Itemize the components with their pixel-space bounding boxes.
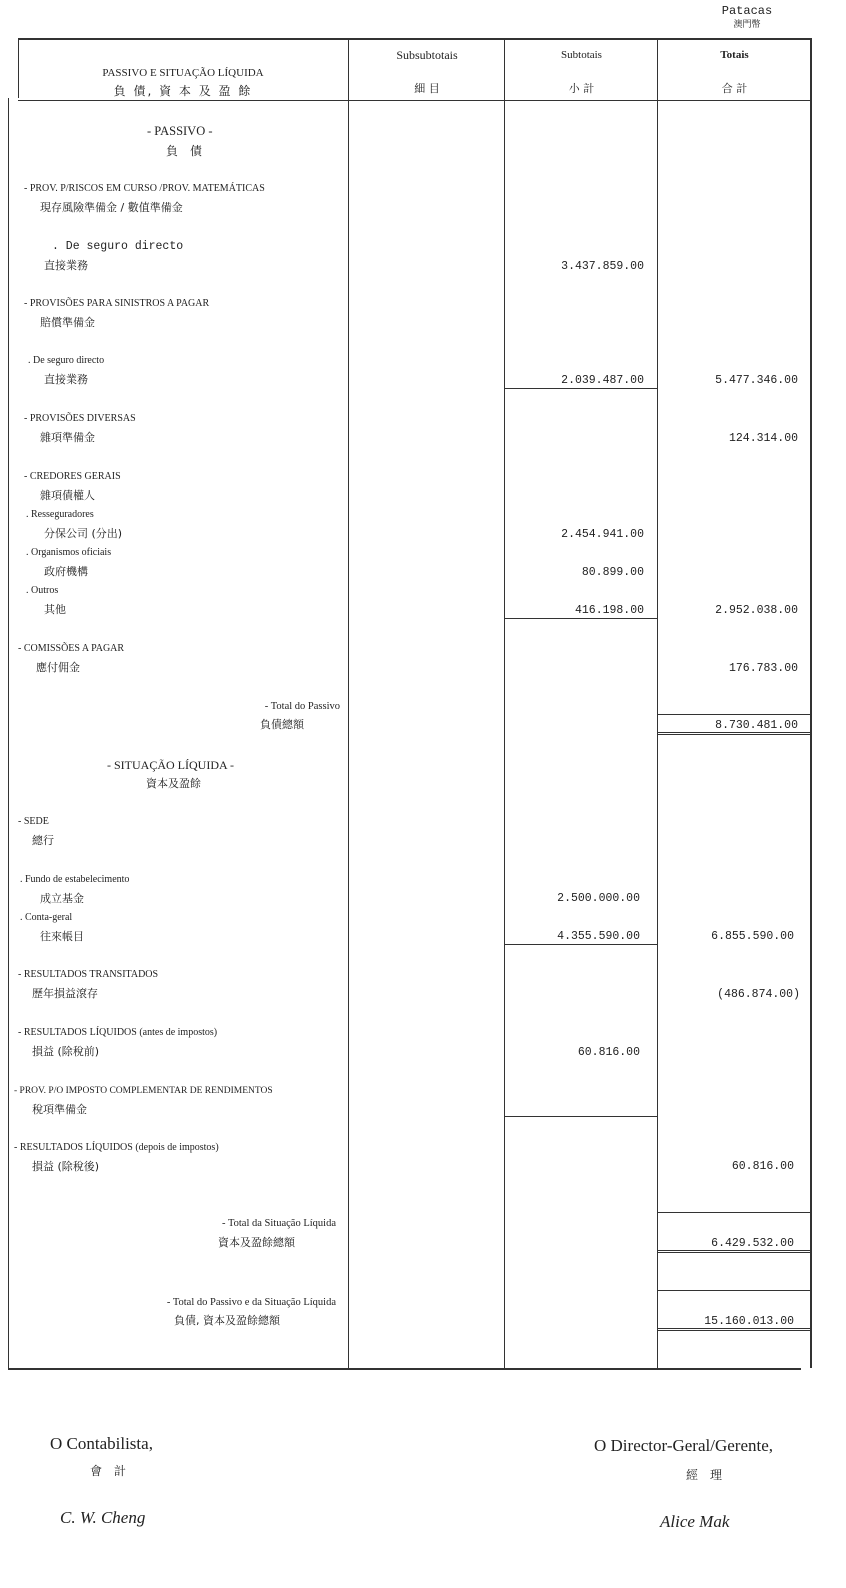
table-bottom-border <box>8 1368 801 1370</box>
row-label: - PROV. P/RISCOS EM CURSO /PROV. MATEMÁTICAS <box>24 183 265 194</box>
total-value: 124.314.00 <box>728 432 798 445</box>
row-label-zh: 雜項債權人 <box>40 489 95 502</box>
director-name: Alice Mak <box>660 1512 730 1531</box>
row-label-zh: 政府機構 <box>44 565 88 578</box>
header-subsubtotais-pt: Subsubtotais <box>396 48 458 62</box>
subtotal-value: 4.355.590.00 <box>557 930 640 943</box>
director-role-zh: 經 理 <box>686 1468 723 1482</box>
header-subsubtotais-zh: 細 目 <box>414 82 440 95</box>
row-label-zh: 成立基金 <box>40 892 84 905</box>
currency-name: Patacas <box>721 4 773 18</box>
subtotal-rule <box>504 618 657 619</box>
row-label: - SEDE <box>18 816 49 827</box>
total-situacao-value: 6.429.532.00 <box>711 1237 794 1250</box>
header-separator <box>18 100 811 101</box>
row-label: . Organismos oficiais <box>26 547 112 558</box>
total-passivo-label-zh: 負債總額 <box>260 718 304 731</box>
row-label: - RESULTADOS LÍQUIDOS (antes de impostos) <box>18 1027 218 1038</box>
header-title <box>18 66 348 98</box>
total-geral-label: - Total do Passivo e da Situação Líquida <box>166 1297 336 1308</box>
total-box-bottom <box>657 1330 810 1331</box>
subtotal-value: 80.899.00 <box>581 566 644 579</box>
section-heading-passivo-zh: 負 債 <box>166 144 203 158</box>
header-totais-zh: 合 計 <box>721 82 748 95</box>
total-box-top <box>657 714 810 715</box>
header-subtotais-pt: Subtotais <box>561 49 602 61</box>
total-value: 176.783.00 <box>728 662 798 675</box>
currency-name-zh: 澳門幣 <box>733 20 761 30</box>
accountant-name: C. W. Cheng <box>60 1508 146 1527</box>
total-box-top <box>657 1290 810 1291</box>
section-heading-situacao-zh: 資本及盈餘 <box>146 777 201 790</box>
row-label-zh: 直接業務 <box>44 373 88 386</box>
row-label-zh: 稅項準備金 <box>32 1103 87 1116</box>
section-heading-passivo: - PASSIVO - <box>147 124 213 138</box>
table-right-border <box>810 38 812 1368</box>
subtotal-rule <box>504 388 657 389</box>
row-label-zh: 往來帳目 <box>40 930 84 943</box>
total-value: 60.816.00 <box>731 1160 794 1173</box>
director-role: O Director-Geral/Gerente, <box>594 1436 774 1455</box>
accountant-role-zh: 會 計 <box>90 1464 127 1478</box>
subtotal-value: 2.039.487.00 <box>561 374 644 387</box>
col-divider-2 <box>504 38 505 1368</box>
total-box-top <box>657 1212 810 1213</box>
accountant-role: O Contabilista, <box>50 1434 153 1453</box>
row-label: - PROV. P/O IMPOSTO COMPLEMENTAR DE RENDIMENTOS <box>14 1086 273 1096</box>
header-col-subsubtotais <box>349 48 505 96</box>
header-col-totais <box>658 48 811 96</box>
total-passivo-label: - Total do Passivo <box>264 701 340 712</box>
row-label-zh: 現存風險準備金 / 數值準備金 <box>40 201 183 214</box>
row-label: . De seguro directo <box>28 355 105 366</box>
header-title-zh: 負 債, 資 本 及 盈 餘 <box>113 84 253 98</box>
row-label-zh: 賠償準備金 <box>40 316 95 329</box>
row-label-zh: 其他 <box>44 603 66 616</box>
total-situacao-label-zh: 資本及盈餘總額 <box>218 1236 295 1249</box>
total-passivo-value: 8.730.481.00 <box>715 719 798 732</box>
row-label: - PROVISÕES DIVERSAS <box>24 413 136 424</box>
row-label: - PROVISÕES PARA SINISTROS A PAGAR <box>24 298 210 309</box>
row-label: . Conta-geral <box>20 912 73 923</box>
row-label: - RESULTADOS TRANSITADOS <box>18 969 159 980</box>
row-label: . De seguro directo <box>52 240 184 253</box>
total-value: (486.874.00) <box>717 988 800 1001</box>
subtotal-rule <box>504 1116 657 1117</box>
total-box-bottom <box>657 1252 810 1253</box>
total-value: 5.477.346.00 <box>715 374 798 387</box>
row-label-zh: 損益 (除稅前) <box>32 1045 100 1058</box>
total-geral-value: 15.160.013.00 <box>704 1315 794 1328</box>
subtotal-value: 2.454.941.00 <box>561 528 644 541</box>
row-label-zh: 損益 (除稅後) <box>32 1160 100 1173</box>
subtotal-value: 416.198.00 <box>574 604 644 617</box>
currency-label <box>712 4 782 32</box>
subtotal-value: 2.500.000.00 <box>557 892 640 905</box>
table-top-border <box>18 38 811 40</box>
row-label: - CREDORES GERAIS <box>24 471 121 482</box>
row-label: . Outros <box>26 585 59 596</box>
col-divider-1 <box>348 38 349 1368</box>
subtotal-value: 3.437.859.00 <box>561 260 644 273</box>
row-label-zh: 應付佣金 <box>36 661 80 674</box>
subtotal-value: 60.816.00 <box>577 1046 640 1059</box>
row-label-zh: 歷年損益滾存 <box>32 987 98 1000</box>
total-situacao-label: - Total da Situação Líquida <box>222 1218 336 1229</box>
table-left-border <box>8 98 9 1368</box>
row-label: . Resseguradores <box>26 509 94 520</box>
total-value: 2.952.038.00 <box>715 604 798 617</box>
header-subtotais-zh: 小 計 <box>568 82 595 95</box>
header-totais-pt: Totais <box>720 49 749 61</box>
row-label: - COMISSÕES A PAGAR <box>18 643 125 654</box>
row-label-zh: 雜項準備金 <box>40 431 95 444</box>
total-box-bottom <box>657 734 810 735</box>
row-label-zh: 總行 <box>32 834 54 847</box>
row-label: - RESULTADOS LÍQUIDOS (depois de impostos) <box>14 1142 219 1153</box>
col-divider-3 <box>657 38 658 1368</box>
subtotal-rule <box>504 944 657 945</box>
row-label-zh: 分保公司 (分出) <box>44 527 123 540</box>
total-geral-label-zh: 負債, 資本及盈餘總額 <box>174 1314 280 1327</box>
total-value: 6.855.590.00 <box>711 930 794 943</box>
row-label: . Fundo de estabelecimento <box>20 874 130 885</box>
row-label-zh: 直接業務 <box>44 259 88 272</box>
section-heading-situacao: - SITUAÇÃO LÍQUIDA - <box>107 758 234 772</box>
header-title-pt: PASSIVO E SITUAÇÃO LÍQUIDA <box>102 67 264 79</box>
header-col-subtotais <box>505 48 658 96</box>
